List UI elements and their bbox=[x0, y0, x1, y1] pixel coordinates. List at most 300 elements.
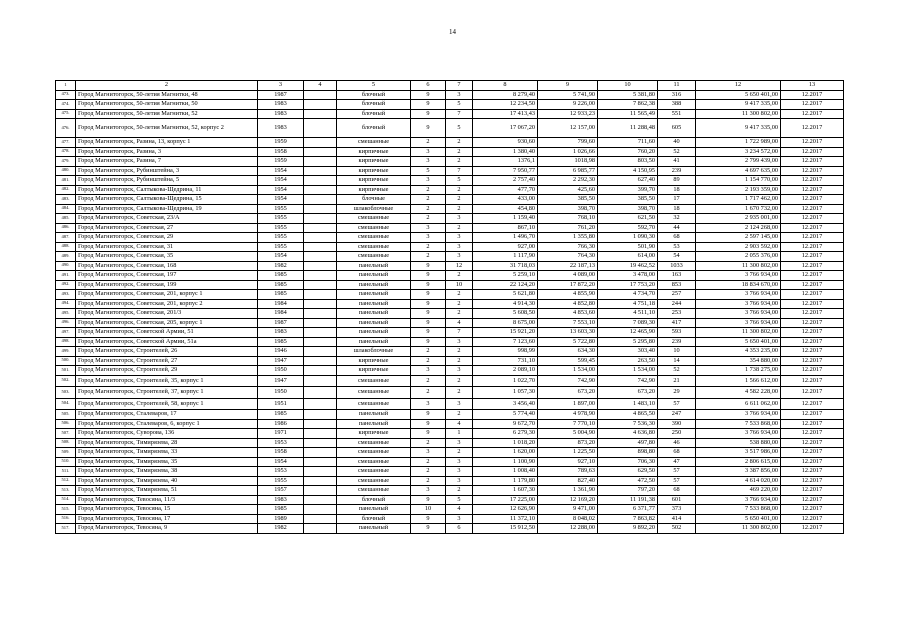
row-number: 512. bbox=[56, 476, 76, 486]
floors-cell: 9 bbox=[411, 318, 446, 328]
cost-cell: 5 650 401,00 bbox=[696, 514, 781, 524]
floors-cell: 9 bbox=[411, 337, 446, 347]
living-area-cell: 4 978,90 bbox=[538, 410, 598, 420]
date-cell: 12.2017 bbox=[781, 347, 844, 357]
floors-cell: 9 bbox=[411, 90, 446, 100]
residents-cell: 163 bbox=[658, 271, 696, 281]
floors-cell: 2 bbox=[411, 195, 446, 205]
cost-cell: 11 300 802,00 bbox=[696, 261, 781, 271]
total-area-cell: 5 259,10 bbox=[473, 271, 538, 281]
date-cell: 12.2017 bbox=[781, 109, 844, 119]
living-area-cell: 9 471,00 bbox=[538, 505, 598, 515]
material-cell: шлакоблочные bbox=[337, 204, 411, 214]
material-cell: блочный bbox=[337, 100, 411, 110]
row-number: 498. bbox=[56, 337, 76, 347]
empty-cell bbox=[304, 157, 337, 167]
address-cell: Город Магнитогорск, 50-летия Магнитки, 48 bbox=[76, 90, 258, 100]
private-area-cell: 760,20 bbox=[598, 147, 658, 157]
private-area-cell: 629,50 bbox=[598, 467, 658, 477]
living-area-cell: 2 292,30 bbox=[538, 176, 598, 186]
cost-cell: 1 154 770,00 bbox=[696, 176, 781, 186]
material-cell: смешанные bbox=[337, 398, 411, 410]
private-area-cell: 4 150,95 bbox=[598, 166, 658, 176]
material-cell: панельный bbox=[337, 280, 411, 290]
row-number: 515. bbox=[56, 505, 76, 515]
entrances-cell: 3 bbox=[446, 457, 473, 467]
floors-cell: 3 bbox=[411, 176, 446, 186]
total-area-cell: 2 089,10 bbox=[473, 366, 538, 376]
entrances-cell: 7 bbox=[446, 166, 473, 176]
cost-cell: 11 300 802,00 bbox=[696, 524, 781, 534]
residents-cell: 551 bbox=[658, 109, 696, 119]
empty-cell bbox=[304, 271, 337, 281]
row-number: 502. bbox=[56, 375, 76, 387]
year-cell: 1958 bbox=[258, 448, 304, 458]
floors-cell: 2 bbox=[411, 476, 446, 486]
address-cell: Город Магнитогорск, Тимирязева, 38 bbox=[76, 467, 258, 477]
row-number: 517. bbox=[56, 524, 76, 534]
living-area-cell: 1 355,80 bbox=[538, 233, 598, 243]
private-area-cell: 4 636,80 bbox=[598, 429, 658, 439]
column-header: 1 bbox=[56, 81, 76, 91]
entrances-cell: 10 bbox=[446, 280, 473, 290]
row-number: 513. bbox=[56, 486, 76, 496]
total-area-cell: 17 225,00 bbox=[473, 495, 538, 505]
year-cell: 1955 bbox=[258, 204, 304, 214]
table-row bbox=[56, 185, 844, 195]
living-area-cell: 9 226,00 bbox=[538, 100, 598, 110]
living-area-cell: 12 288,00 bbox=[538, 524, 598, 534]
entrances-cell: 2 bbox=[446, 347, 473, 357]
floors-cell: 9 bbox=[411, 524, 446, 534]
residents-cell: 853 bbox=[658, 280, 696, 290]
living-area-cell: 599,45 bbox=[538, 356, 598, 366]
residents-cell: 52 bbox=[658, 147, 696, 157]
entrances-cell: 7 bbox=[446, 328, 473, 338]
material-cell: панельный bbox=[337, 309, 411, 319]
year-cell: 1955 bbox=[258, 214, 304, 224]
private-area-cell: 742,90 bbox=[598, 375, 658, 387]
year-cell: 1983 bbox=[258, 328, 304, 338]
residents-cell: 244 bbox=[658, 299, 696, 309]
entrances-cell: 3 bbox=[446, 514, 473, 524]
address-cell: Город Магнитогорск, Советская, 23/А bbox=[76, 214, 258, 224]
address-cell: Город Магнитогорск, Советская, 205, корпус 1 bbox=[76, 318, 258, 328]
year-cell: 1954 bbox=[258, 195, 304, 205]
entrances-cell: 2 bbox=[446, 375, 473, 387]
cost-cell: 4 614 020,00 bbox=[696, 476, 781, 486]
table-row bbox=[56, 147, 844, 157]
floors-cell: 9 bbox=[411, 309, 446, 319]
table-row bbox=[56, 375, 844, 387]
material-cell: смешанные bbox=[337, 457, 411, 467]
private-area-cell: 797,20 bbox=[598, 486, 658, 496]
material-cell: кирпичные bbox=[337, 157, 411, 167]
cost-cell: 4 353 235,00 bbox=[696, 347, 781, 357]
table-row bbox=[56, 214, 844, 224]
date-cell: 12.2017 bbox=[781, 410, 844, 420]
total-area-cell: 4 914,30 bbox=[473, 299, 538, 309]
entrances-cell: 2 bbox=[446, 157, 473, 167]
date-cell: 12.2017 bbox=[781, 195, 844, 205]
living-area-cell: 927,10 bbox=[538, 457, 598, 467]
date-cell: 12.2017 bbox=[781, 157, 844, 167]
date-cell: 12.2017 bbox=[781, 223, 844, 233]
year-cell: 1985 bbox=[258, 280, 304, 290]
empty-cell bbox=[304, 138, 337, 148]
living-area-cell: 8 048,02 bbox=[538, 514, 598, 524]
year-cell: 1955 bbox=[258, 223, 304, 233]
table-row bbox=[56, 457, 844, 467]
residents-cell: 247 bbox=[658, 410, 696, 420]
residents-cell: 21 bbox=[658, 375, 696, 387]
date-cell: 12.2017 bbox=[781, 486, 844, 496]
total-area-cell: 5 774,40 bbox=[473, 410, 538, 420]
year-cell: 1983 bbox=[258, 495, 304, 505]
entrances-cell: 2 bbox=[446, 410, 473, 420]
entrances-cell: 2 bbox=[446, 309, 473, 319]
date-cell: 12.2017 bbox=[781, 119, 844, 138]
entrances-cell: 3 bbox=[446, 242, 473, 252]
floors-cell: 2 bbox=[411, 467, 446, 477]
cost-cell: 4 582 228,00 bbox=[696, 387, 781, 399]
total-area-cell: 5 621,80 bbox=[473, 290, 538, 300]
residents-cell: 373 bbox=[658, 505, 696, 515]
total-area-cell: 15 912,50 bbox=[473, 524, 538, 534]
total-area-cell: 477,70 bbox=[473, 185, 538, 195]
row-number: 505. bbox=[56, 410, 76, 420]
living-area-cell: 5 722,80 bbox=[538, 337, 598, 347]
residents-cell: 68 bbox=[658, 486, 696, 496]
table-row bbox=[56, 476, 844, 486]
cost-cell: 5 650 401,00 bbox=[696, 337, 781, 347]
row-number: 508. bbox=[56, 438, 76, 448]
empty-cell bbox=[304, 299, 337, 309]
column-header: 8 bbox=[473, 81, 538, 91]
row-number: 475. bbox=[56, 109, 76, 119]
row-number: 484. bbox=[56, 204, 76, 214]
empty-cell bbox=[304, 438, 337, 448]
address-cell: Город Магнитогорск, Сталеваров, 17 bbox=[76, 410, 258, 420]
address-cell: Город Магнитогорск, Разина, 3 bbox=[76, 147, 258, 157]
empty-cell bbox=[304, 290, 337, 300]
empty-cell bbox=[304, 366, 337, 376]
private-area-cell: 11 288,48 bbox=[598, 119, 658, 138]
living-area-cell: 5 741,90 bbox=[538, 90, 598, 100]
entrances-cell: 2 bbox=[446, 147, 473, 157]
private-area-cell: 7 863,82 bbox=[598, 514, 658, 524]
empty-cell bbox=[304, 185, 337, 195]
empty-cell bbox=[304, 476, 337, 486]
private-area-cell: 4 751,18 bbox=[598, 299, 658, 309]
date-cell: 12.2017 bbox=[781, 290, 844, 300]
cost-cell: 469 220,00 bbox=[696, 486, 781, 496]
page-number: 14 bbox=[449, 28, 456, 36]
floors-cell: 3 bbox=[411, 233, 446, 243]
floors-cell: 9 bbox=[411, 514, 446, 524]
address-cell: Город Магнитогорск, Разина, 13, корпус 1 bbox=[76, 138, 258, 148]
address-cell: Город Магнитогорск, Строителей, 26 bbox=[76, 347, 258, 357]
residents-cell: 29 bbox=[658, 387, 696, 399]
date-cell: 12.2017 bbox=[781, 252, 844, 262]
address-cell: Город Магнитогорск, Строителей, 29 bbox=[76, 366, 258, 376]
row-number: 474. bbox=[56, 100, 76, 110]
total-area-cell: 1 022,70 bbox=[473, 375, 538, 387]
private-area-cell: 263,50 bbox=[598, 356, 658, 366]
private-area-cell: 621,50 bbox=[598, 214, 658, 224]
entrances-cell: 3 bbox=[446, 438, 473, 448]
row-number: 493. bbox=[56, 290, 76, 300]
private-area-cell: 592,70 bbox=[598, 223, 658, 233]
living-area-cell: 22 187,13 bbox=[538, 261, 598, 271]
table-row bbox=[56, 398, 844, 410]
row-number: 514. bbox=[56, 495, 76, 505]
empty-cell bbox=[304, 410, 337, 420]
date-cell: 12.2017 bbox=[781, 176, 844, 186]
row-number: 494. bbox=[56, 299, 76, 309]
year-cell: 1989 bbox=[258, 514, 304, 524]
year-cell: 1958 bbox=[258, 147, 304, 157]
empty-cell bbox=[304, 419, 337, 429]
table-row bbox=[56, 119, 844, 138]
private-area-cell: 1 534,00 bbox=[598, 366, 658, 376]
table-row bbox=[56, 233, 844, 243]
address-cell: Город Магнитогорск, 50-летия Магнитки, 52, корпус 2 bbox=[76, 119, 258, 138]
date-cell: 12.2017 bbox=[781, 356, 844, 366]
table-row bbox=[56, 138, 844, 148]
date-cell: 12.2017 bbox=[781, 138, 844, 148]
date-cell: 12.2017 bbox=[781, 233, 844, 243]
date-cell: 12.2017 bbox=[781, 467, 844, 477]
living-area-cell: 1 225,50 bbox=[538, 448, 598, 458]
cost-cell: 4 697 635,00 bbox=[696, 166, 781, 176]
year-cell: 1946 bbox=[258, 347, 304, 357]
material-cell: смешанные bbox=[337, 486, 411, 496]
address-cell: Город Магнитогорск, Строителей, 37, корпус 1 bbox=[76, 387, 258, 399]
empty-cell bbox=[304, 195, 337, 205]
table-row bbox=[56, 318, 844, 328]
empty-cell bbox=[304, 233, 337, 243]
address-cell: Город Магнитогорск, Тевосяна, 11/3 bbox=[76, 495, 258, 505]
column-header: 4 bbox=[304, 81, 337, 91]
year-cell: 1986 bbox=[258, 419, 304, 429]
table-row bbox=[56, 280, 844, 290]
material-cell: смешанные bbox=[337, 387, 411, 399]
total-area-cell: 22 124,20 bbox=[473, 280, 538, 290]
cost-cell: 3 387 856,00 bbox=[696, 467, 781, 477]
cost-cell: 2 193 359,00 bbox=[696, 185, 781, 195]
total-area-cell: 731,10 bbox=[473, 356, 538, 366]
year-cell: 1984 bbox=[258, 309, 304, 319]
floors-cell: 9 bbox=[411, 410, 446, 420]
cost-cell: 3 766 934,00 bbox=[696, 309, 781, 319]
private-area-cell: 3 478,00 bbox=[598, 271, 658, 281]
material-cell: блочный bbox=[337, 109, 411, 119]
residents-cell: 14 bbox=[658, 356, 696, 366]
date-cell: 12.2017 bbox=[781, 366, 844, 376]
living-area-cell: 673,20 bbox=[538, 387, 598, 399]
table-row bbox=[56, 410, 844, 420]
column-number-row bbox=[56, 81, 844, 91]
date-cell: 12.2017 bbox=[781, 398, 844, 410]
material-cell: блочный bbox=[337, 514, 411, 524]
year-cell: 1951 bbox=[258, 398, 304, 410]
private-area-cell: 501,90 bbox=[598, 242, 658, 252]
material-cell: смешанные bbox=[337, 223, 411, 233]
date-cell: 12.2017 bbox=[781, 419, 844, 429]
material-cell: панельный bbox=[337, 318, 411, 328]
column-header: 2 bbox=[76, 81, 258, 91]
address-cell: Город Магнитогорск, Советская, 35 bbox=[76, 252, 258, 262]
floors-cell: 2 bbox=[411, 375, 446, 387]
floors-cell: 9 bbox=[411, 495, 446, 505]
material-cell: панельный bbox=[337, 290, 411, 300]
row-number: 503. bbox=[56, 387, 76, 399]
date-cell: 12.2017 bbox=[781, 524, 844, 534]
living-area-cell: 5 004,90 bbox=[538, 429, 598, 439]
residents-cell: 40 bbox=[658, 138, 696, 148]
cost-cell: 1 738 275,00 bbox=[696, 366, 781, 376]
residents-cell: 68 bbox=[658, 448, 696, 458]
floors-cell: 9 bbox=[411, 100, 446, 110]
address-cell: Город Магнитогорск, 50-летия Магнитки, 50 bbox=[76, 100, 258, 110]
total-area-cell: 1 179,80 bbox=[473, 476, 538, 486]
private-area-cell: 385,50 bbox=[598, 195, 658, 205]
total-area-cell: 3 456,40 bbox=[473, 398, 538, 410]
residents-cell: 390 bbox=[658, 419, 696, 429]
address-cell: Город Магнитогорск, Советская, 201, корпус 1 bbox=[76, 290, 258, 300]
row-number: 478. bbox=[56, 147, 76, 157]
row-number: 483. bbox=[56, 195, 76, 205]
private-area-cell: 303,40 bbox=[598, 347, 658, 357]
private-area-cell: 4 865,50 bbox=[598, 410, 658, 420]
total-area-cell: 7 123,60 bbox=[473, 337, 538, 347]
row-number: 476. bbox=[56, 119, 76, 138]
empty-cell bbox=[304, 337, 337, 347]
residents-cell: 53 bbox=[658, 242, 696, 252]
total-area-cell: 5 608,50 bbox=[473, 309, 538, 319]
material-cell: панельный bbox=[337, 261, 411, 271]
address-cell: Город Магнитогорск, Салтыкова-Щедрина, 15 bbox=[76, 195, 258, 205]
year-cell: 1959 bbox=[258, 157, 304, 167]
residents-cell: 239 bbox=[658, 337, 696, 347]
private-area-cell: 711,60 bbox=[598, 138, 658, 148]
entrances-cell: 2 bbox=[446, 204, 473, 214]
private-area-cell: 614,00 bbox=[598, 252, 658, 262]
row-number: 501. bbox=[56, 366, 76, 376]
floors-cell: 9 bbox=[411, 261, 446, 271]
row-number: 490. bbox=[56, 261, 76, 271]
entrances-cell: 5 bbox=[446, 495, 473, 505]
table-row bbox=[56, 100, 844, 110]
floors-cell: 9 bbox=[411, 419, 446, 429]
address-cell: Город Магнитогорск, Тевосяна, 17 bbox=[76, 514, 258, 524]
private-area-cell: 1 090,30 bbox=[598, 233, 658, 243]
entrances-cell: 3 bbox=[446, 90, 473, 100]
private-area-cell: 9 892,20 bbox=[598, 524, 658, 534]
total-area-cell: 433,00 bbox=[473, 195, 538, 205]
table-row bbox=[56, 195, 844, 205]
table-row bbox=[56, 467, 844, 477]
address-cell: Город Магнитогорск, Советская, 201/3 bbox=[76, 309, 258, 319]
year-cell: 1950 bbox=[258, 387, 304, 399]
address-cell: Город Магнитогорск, Советская, 29 bbox=[76, 233, 258, 243]
residents-cell: 316 bbox=[658, 90, 696, 100]
table-row bbox=[56, 419, 844, 429]
residents-cell: 46 bbox=[658, 438, 696, 448]
year-cell: 1987 bbox=[258, 90, 304, 100]
cost-cell: 18 834 670,00 bbox=[696, 280, 781, 290]
row-number: 485. bbox=[56, 214, 76, 224]
floors-cell: 3 bbox=[411, 486, 446, 496]
empty-cell bbox=[304, 261, 337, 271]
cost-cell: 1 566 612,00 bbox=[696, 375, 781, 387]
total-area-cell: 15 921,20 bbox=[473, 328, 538, 338]
date-cell: 12.2017 bbox=[781, 514, 844, 524]
year-cell: 1983 bbox=[258, 100, 304, 110]
floors-cell: 3 bbox=[411, 223, 446, 233]
empty-cell bbox=[304, 204, 337, 214]
entrances-cell: 4 bbox=[446, 419, 473, 429]
total-area-cell: 1 607,30 bbox=[473, 486, 538, 496]
floors-cell: 9 bbox=[411, 328, 446, 338]
empty-cell bbox=[304, 280, 337, 290]
address-cell: Город Магнитогорск, Тимирязева, 40 bbox=[76, 476, 258, 486]
table-row bbox=[56, 252, 844, 262]
living-area-cell: 12 169,20 bbox=[538, 495, 598, 505]
private-area-cell: 398,70 bbox=[598, 204, 658, 214]
year-cell: 1954 bbox=[258, 166, 304, 176]
table-row bbox=[56, 261, 844, 271]
row-number: 507. bbox=[56, 429, 76, 439]
floors-cell: 9 bbox=[411, 290, 446, 300]
residents-cell: 388 bbox=[658, 100, 696, 110]
table-row bbox=[56, 223, 844, 233]
entrances-cell: 2 bbox=[446, 448, 473, 458]
private-area-cell: 6 371,77 bbox=[598, 505, 658, 515]
private-area-cell: 7 536,30 bbox=[598, 419, 658, 429]
date-cell: 12.2017 bbox=[781, 204, 844, 214]
address-cell: Город Магнитогорск, Разина, 7 bbox=[76, 157, 258, 167]
empty-cell bbox=[304, 514, 337, 524]
table-row bbox=[56, 337, 844, 347]
empty-cell bbox=[304, 90, 337, 100]
residents-cell: 54 bbox=[658, 252, 696, 262]
year-cell: 1955 bbox=[258, 242, 304, 252]
empty-cell bbox=[304, 387, 337, 399]
address-cell: Город Магнитогорск, Суворова, 136 bbox=[76, 429, 258, 439]
empty-cell bbox=[304, 328, 337, 338]
year-cell: 1985 bbox=[258, 410, 304, 420]
cost-cell: 5 650 401,00 bbox=[696, 90, 781, 100]
entrances-cell: 2 bbox=[446, 486, 473, 496]
floors-cell: 9 bbox=[411, 119, 446, 138]
address-cell: Город Магнитогорск, Тевосяна, 9 bbox=[76, 524, 258, 534]
table-row bbox=[56, 486, 844, 496]
material-cell: кирпичные bbox=[337, 166, 411, 176]
living-area-cell: 799,60 bbox=[538, 138, 598, 148]
total-area-cell: 1 380,40 bbox=[473, 147, 538, 157]
year-cell: 1953 bbox=[258, 438, 304, 448]
row-number: 477. bbox=[56, 138, 76, 148]
cost-cell: 2 935 001,00 bbox=[696, 214, 781, 224]
material-cell: панельный bbox=[337, 328, 411, 338]
date-cell: 12.2017 bbox=[781, 438, 844, 448]
row-number: 473. bbox=[56, 90, 76, 100]
row-number: 489. bbox=[56, 252, 76, 262]
entrances-cell: 4 bbox=[446, 318, 473, 328]
year-cell: 1984 bbox=[258, 299, 304, 309]
